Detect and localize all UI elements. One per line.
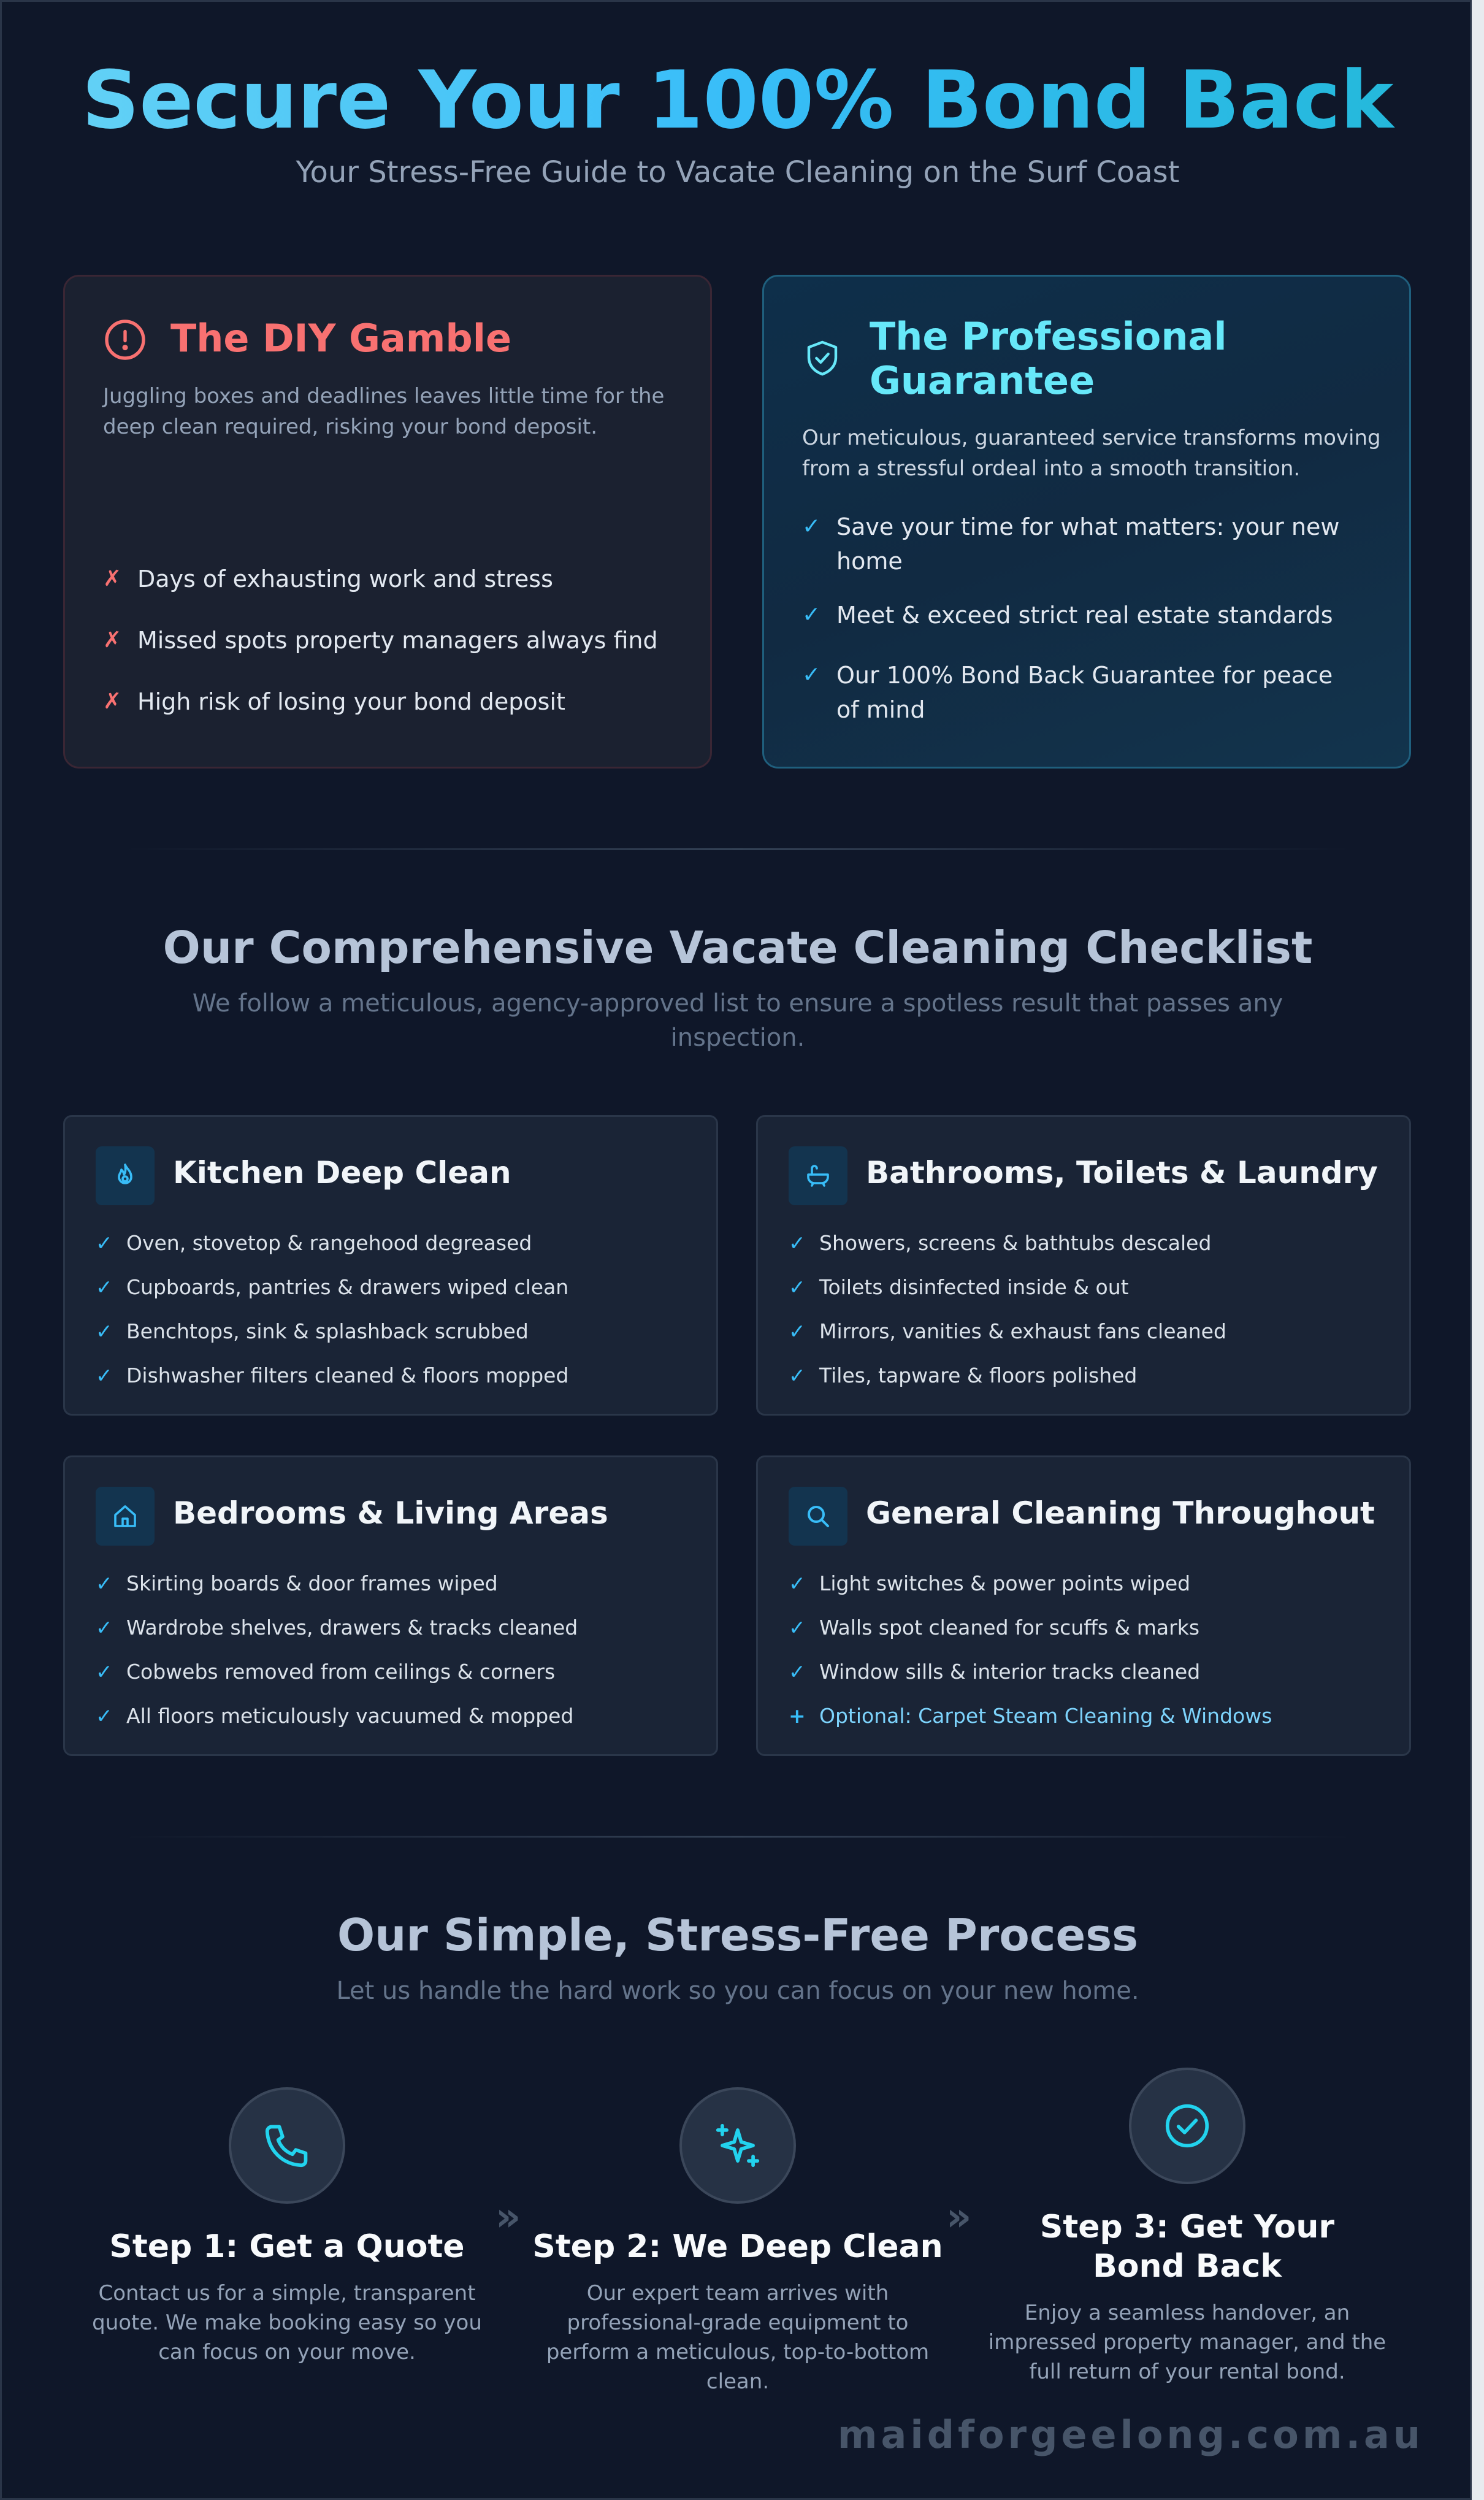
diy-list bbox=[103, 562, 679, 719]
diy-description: Juggling boxes and deadlines leaves little time for the deep clean required, risking your bond deposit. bbox=[103, 384, 665, 439]
list-item: ✓ Window sills & interior tracks cleaned bbox=[789, 1650, 1272, 1694]
pro-title: The Professional Guarantee bbox=[870, 314, 1227, 403]
sparkles-icon bbox=[679, 2087, 796, 2204]
list-item: ✓ Cobwebs removed from ceilings & corners bbox=[96, 1650, 578, 1694]
checklist-subtitle: We follow a meticulous, agency-approved list to ensure a spotless result that passes any inspection. bbox=[192, 989, 1283, 1052]
list-item: ✓ All floors meticulously vacuumed & mopped bbox=[96, 1694, 578, 1738]
section-divider bbox=[124, 848, 1351, 850]
list-item: ✓ Dishwasher filters cleaned & floors mopped bbox=[96, 1354, 568, 1398]
footer-domain: maidforgeelong.com.au bbox=[837, 2412, 1424, 2457]
professional-guarantee-card bbox=[762, 275, 1411, 769]
list-item: ✓ Save your time for what matters: your new home bbox=[802, 510, 1354, 578]
list-item: ✓ Walls spot cleaned for scuffs & marks bbox=[789, 1606, 1272, 1650]
step-1 bbox=[72, 2087, 502, 2367]
list-item: ✓ Skirting boards & door frames wiped bbox=[96, 1562, 578, 1606]
hero-title: Secure Your 100% Bond Back bbox=[2, 51, 1474, 149]
pro-description: Our meticulous, guaranteed service transforms moving from a stressful ordeal into a smooth transition. bbox=[802, 426, 1381, 481]
check-icon: ✓ bbox=[789, 1616, 806, 1639]
checklist-items bbox=[789, 1562, 1272, 1738]
list-item: ✗ High risk of losing your bond deposit bbox=[103, 684, 679, 719]
card-title: Bathrooms, Toilets & Laundry bbox=[866, 1155, 1378, 1191]
alert-circle-icon bbox=[103, 318, 147, 362]
list-item: ✓ Tiles, tapware & floors polished bbox=[789, 1354, 1226, 1398]
check-icon: ✓ bbox=[802, 662, 821, 688]
step-2 bbox=[523, 2087, 952, 2396]
cross-icon: ✗ bbox=[103, 627, 122, 653]
checklist-items bbox=[96, 1221, 568, 1398]
diy-gamble-card bbox=[63, 275, 712, 769]
chevrons-right-icon: » bbox=[946, 2195, 972, 2240]
list-item: ✓ Oven, stovetop & rangehood degreased bbox=[96, 1221, 568, 1265]
chevrons-right-icon: » bbox=[495, 2195, 521, 2240]
checklist-items bbox=[96, 1562, 578, 1738]
step-3 bbox=[973, 2068, 1402, 2387]
step-title: Step 3: Get Your Bond Back bbox=[1039, 2209, 1335, 2285]
checklist-items bbox=[789, 1221, 1226, 1398]
phone-icon bbox=[229, 2087, 345, 2204]
step-description: Contact us for a simple, transparent quote. We make booking easy so you can focus on your move. bbox=[92, 2281, 482, 2364]
optional-item: + Optional: Carpet Steam Cleaning & Windows bbox=[789, 1694, 1272, 1738]
diy-title: The DIY Gamble bbox=[170, 316, 512, 361]
check-icon: ✓ bbox=[789, 1660, 806, 1684]
general-cleaning-card bbox=[756, 1455, 1411, 1756]
search-icon bbox=[789, 1487, 847, 1546]
pro-list bbox=[802, 510, 1354, 727]
section-divider bbox=[124, 1836, 1351, 1838]
hero-subtitle: Your Stress-Free Guide to Vacate Cleaning on the Surf Coast bbox=[296, 155, 1180, 190]
step-title: Step 1: Get a Quote bbox=[109, 2228, 465, 2265]
check-icon: ✓ bbox=[789, 1319, 806, 1343]
bedrooms-card bbox=[63, 1455, 718, 1756]
card-title: Bedrooms & Living Areas bbox=[173, 1495, 608, 1531]
step-description: Enjoy a seamless handover, an impressed property manager, and the full return of your rental bond. bbox=[988, 2301, 1386, 2384]
check-icon: ✓ bbox=[789, 1275, 806, 1299]
cross-icon: ✗ bbox=[103, 689, 122, 714]
list-item: ✓ Our 100% Bond Back Guarantee for peace of mind bbox=[802, 658, 1354, 727]
step-title: Step 2: We Deep Clean bbox=[532, 2228, 943, 2265]
card-title: General Cleaning Throughout bbox=[866, 1495, 1375, 1531]
check-icon: ✓ bbox=[802, 514, 821, 539]
check-icon: ✓ bbox=[96, 1319, 113, 1343]
process-title: Our Simple, Stress-Free Process bbox=[337, 1909, 1139, 1961]
list-item: ✓ Cupboards, pantries & drawers wiped clean bbox=[96, 1265, 568, 1309]
bath-icon bbox=[789, 1146, 847, 1205]
home-icon bbox=[96, 1487, 155, 1546]
list-item: ✓ Toilets disinfected inside & out bbox=[789, 1265, 1226, 1309]
check-icon: ✓ bbox=[96, 1616, 113, 1639]
check-circle-icon bbox=[1129, 2068, 1245, 2184]
check-icon: ✓ bbox=[96, 1704, 113, 1728]
check-icon: ✓ bbox=[789, 1231, 806, 1255]
checklist-title: Our Comprehensive Vacate Cleaning Checklist bbox=[163, 922, 1313, 973]
check-icon: ✓ bbox=[789, 1363, 806, 1387]
list-item: ✓ Benchtops, sink & splashback scrubbed bbox=[96, 1309, 568, 1354]
flame-icon bbox=[96, 1146, 155, 1205]
check-icon: ✓ bbox=[96, 1363, 113, 1387]
list-item: ✓ Mirrors, vanities & exhaust fans cleaned bbox=[789, 1309, 1226, 1354]
scrollbar-track bbox=[1472, 0, 1484, 2500]
list-item: ✗ Days of exhausting work and stress bbox=[103, 562, 679, 596]
shield-check-icon bbox=[802, 338, 846, 382]
list-item: ✓ Light switches & power points wiped bbox=[789, 1562, 1272, 1606]
cross-icon: ✗ bbox=[103, 566, 122, 591]
check-icon: ✓ bbox=[96, 1231, 113, 1255]
check-icon: ✓ bbox=[96, 1571, 113, 1595]
check-icon: ✓ bbox=[802, 602, 821, 627]
process-subtitle: Let us handle the hard work so you can focus on your new home. bbox=[336, 1977, 1139, 2005]
list-item: ✗ Missed spots property managers always find bbox=[103, 623, 679, 658]
list-item: ✓ Showers, screens & bathtubs descaled bbox=[789, 1221, 1226, 1265]
check-icon: ✓ bbox=[789, 1571, 806, 1595]
step-description: Our expert team arrives with professional-grade equipment to perform a meticulous, top-to-bottom clean. bbox=[546, 2281, 930, 2394]
bathrooms-card bbox=[756, 1115, 1411, 1416]
list-item: ✓ Wardrobe shelves, drawers & tracks cleaned bbox=[96, 1606, 578, 1650]
plus-icon: + bbox=[789, 1704, 806, 1728]
list-item: ✓ Meet & exceed strict real estate standards bbox=[802, 598, 1354, 632]
kitchen-card bbox=[63, 1115, 718, 1416]
check-icon: ✓ bbox=[96, 1275, 113, 1299]
check-icon: ✓ bbox=[96, 1660, 113, 1684]
card-title: Kitchen Deep Clean bbox=[173, 1155, 511, 1191]
